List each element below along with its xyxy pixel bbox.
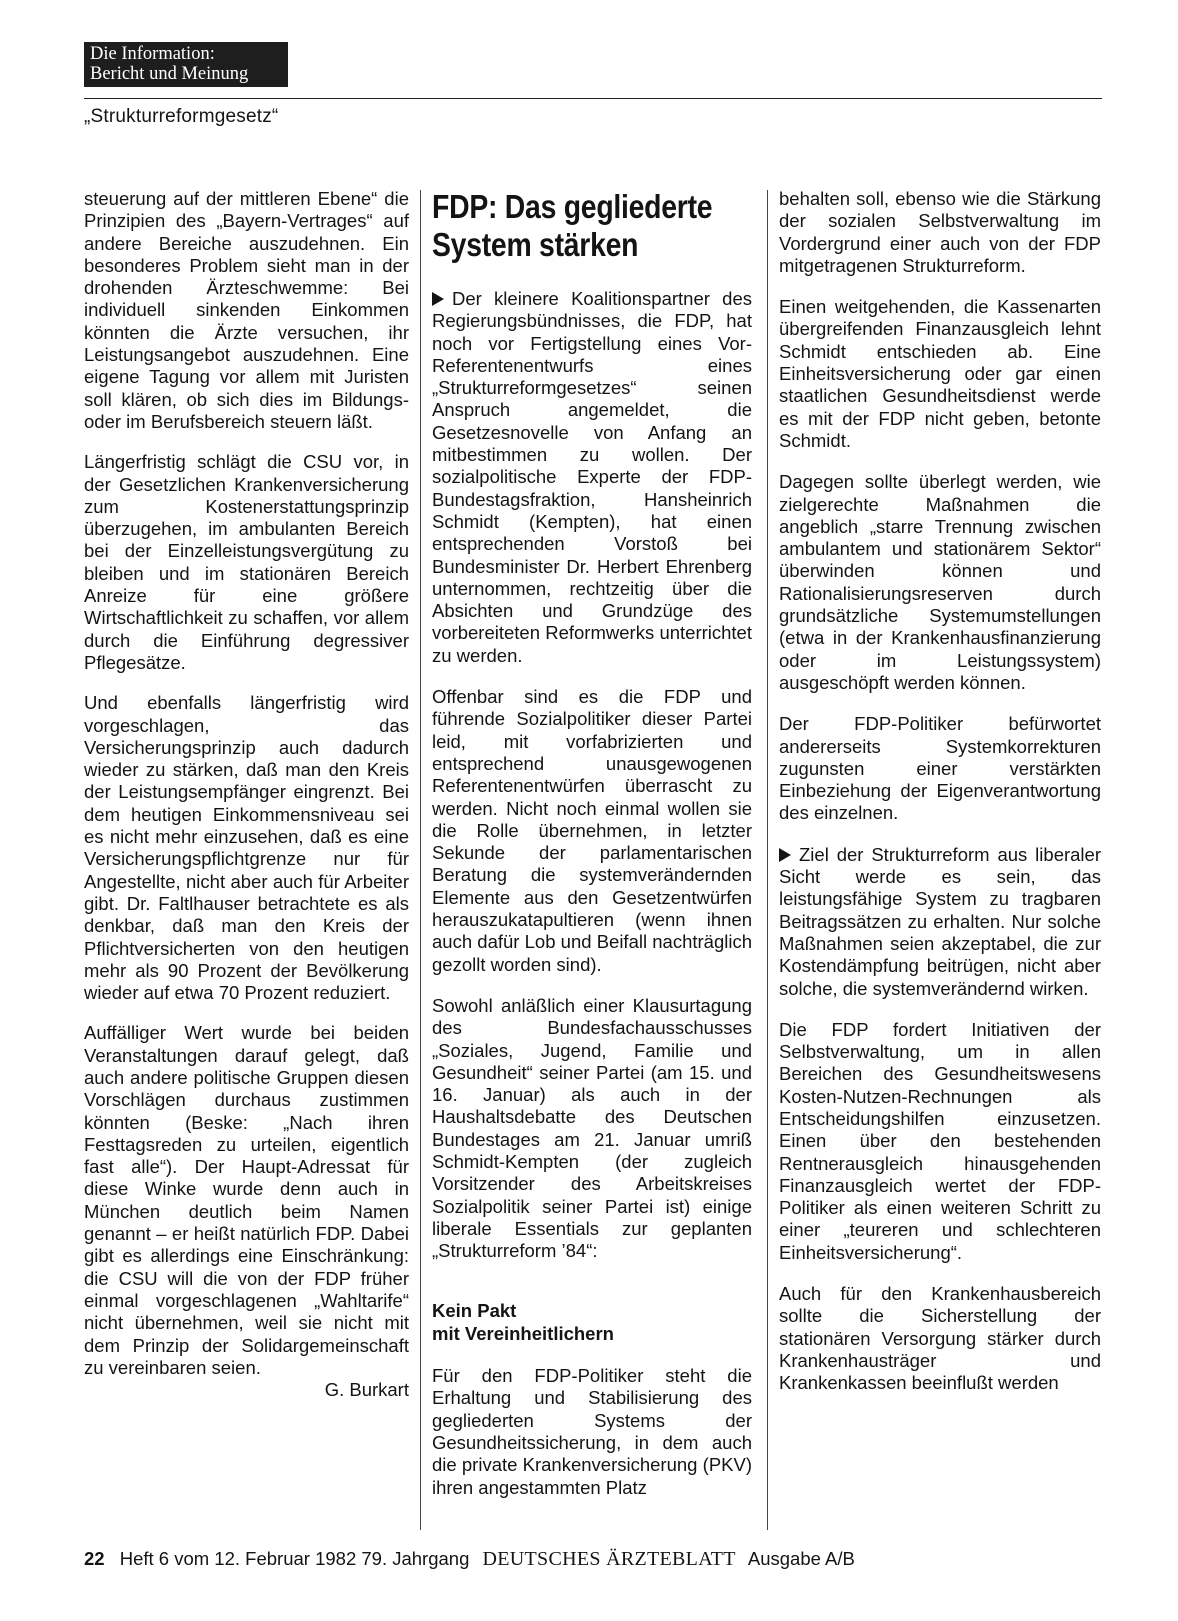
paragraph: steuerung auf der mittleren Ebene“ die Prinzipien des „Bayern-Vertrages“ auf andere Bereiche auszudehnen. Ein besonderes Problem sieht man in der drohenden Ärzteschwemme: Bei individuell sinkenden Einkommen könnten die Ärzte versuchen, ihr Leistungsangebot auszudehnen. Eine eigene Tagung vor allem mit Juristen soll klären, ob sich dies im Bildungs- oder im Berufsbereich steuern läßt.: [84, 188, 409, 432]
paragraph-text: Ziel der Strukturreform aus liberaler Sicht werde es sein, das leistungsfähige System zu tragbaren Beitragssätzen zu erhalten. Nur solche Maßnahmen seien akzeptabel, die zur Kostendämpfung beitrügen, nicht aber solche, die systemverändernd wirken.: [779, 843, 1101, 999]
column-2: [432, 188, 752, 1518]
paragraph: Und ebenfalls längerfristig wird vorgeschlagen, das Versicherungsprinzip auch dadurch wieder zu stärken, daß man den Kreis der Leistungsempfänger eingrenzt. Bei dem heutigen Einkommensniveau sei es nicht mehr einzusehen, daß es eine Versicherungspflichtgrenze nur für Angestellte, nicht aber auch für Arbeiter gibt. Dr. Faltlhauser betrachtete es als denkbar, daß man den Kreis der Pflichtversicherten von den heutigen mehr als 90 Prozent der Bevölkerung wieder auf etwa 70 Prozent reduziert.: [84, 692, 409, 1004]
column-3: [779, 188, 1101, 1414]
paragraph: [432, 288, 752, 667]
paragraph: Dagegen sollte überlegt werden, wie zielgerechte Maßnahmen die angeblich „starre Trennung zwischen ambulantem und stationärem Sektor“ überwinden können und Rationalisierungsreserven durch grundsätzliche Systemumstellungen (etwa in der Krankenhausfinanzierung oder im Leistungssystem) ausgeschöpft werden können.: [779, 471, 1101, 693]
column-divider: [767, 190, 768, 1530]
subheading-line1: Kein Pakt: [432, 1300, 517, 1322]
paragraph: Einen weitgehenden, die Kassenarten übergreifenden Finanzausgleich lehnt Schmidt entschieden ab. Eine Einheitsversicherung oder gar einen staatlichen Gesundheitsdienst werde es mit der FDP nicht geben, betonte Schmidt.: [779, 296, 1101, 451]
paragraph: behalten soll, ebenso wie die Stärkung der sozialen Selbstverwaltung im Vordergrund einer auch von der FDP mitgetragenen Strukturreform.: [779, 188, 1101, 276]
page-number: 22: [84, 1548, 105, 1569]
paragraph: Für den FDP-Politiker steht die Erhaltung und Stabilisierung des gegliederten Systems der Gesundheitssicherung, in dem auch die private Krankenversicherung (PKV) ihren angestammten Platz: [432, 1365, 752, 1498]
article-headline: FDP: Das gegliederte System stärken: [432, 188, 713, 263]
paragraph: Auch für den Krankenhausbereich sollte die Sicherstellung der stationären Versorgung stärker durch Krankenhausträger und Krankenkassen beeinflußt werden: [779, 1283, 1101, 1394]
section-label-line1: Die Information:: [90, 44, 215, 64]
bullet-triangle-icon: [432, 292, 444, 306]
subheading-line2: mit Vereinheitlichern: [432, 1322, 614, 1344]
page-footer: [84, 1548, 855, 1571]
column-divider: [420, 190, 421, 1530]
edition-label: Ausgabe A/B: [747, 1548, 855, 1569]
subheading: [432, 1300, 752, 1345]
paragraph: Offenbar sind es die FDP und führende Sozialpolitiker dieser Partei leid, mit vorfabrizierten und entsprechend unausgewogenen Referentenentwürfen überrascht zu werden. Nicht noch einmal wollen sie die Rolle übernehmen, in letzter Sekunde der parlamentarischen Beratung die systemverändernden Elemente aus den Gesetzentwürfen herauszukatapultieren (wenn ihnen auch dafür Lob und Beifall nachträglich gezollt worden sind).: [432, 686, 752, 975]
paragraph-text: Auffälliger Wert wurde bei beiden Veranstaltungen darauf gelegt, daß auch andere politische Gruppen diesen Vorschlägen durchaus zustimmen könnten (Beske: „Nach ihren Festtagsreden zu urteilen, eigentlich fast alle“). Der Haupt-Adressat für diese Winke wurde denn auch in München deutlich beim Namen genannt – er heißt natürlich FDP. Dabei gibt es allerdings eine Einschränkung: die CSU will die von der FDP früher einmal vorgeschlagenen „Wahltarife“ nicht übernehmen, weil sie nicht mit dem Prinzip der Solidargemeinschaft zu vereinbaren seien.: [84, 1022, 409, 1378]
paragraph: Sowohl anläßlich einer Klausurtagung des Bundesfachausschusses „Soziales, Jugend, Familie und Gesundheit“ seiner Partei (am 15. und 16. Januar) als auch in der Haushaltsdebatte des Deutschen Bundestages am 21. Januar umriß Schmidt-Kempten (der zugleich Vorsitzender des Arbeitskreises Sozialpolitik seiner Partei ist) einige liberale Essentials zur geplanten „Strukturreform ’84“:: [432, 994, 752, 1262]
journal-name: DEUTSCHES ÄRZTEBLATT: [482, 1548, 736, 1570]
paragraph: Die FDP fordert Initiativen der Selbstverwaltung, um in allen Bereichen des Gesundheitswesens Kosten-Nutzen-Rechnungen als Entscheidungshilfen einzusetzen. Einen über den bestehenden Rentnerausgleich hinausgehenden Finanzausgleich wertet der FDP-Politiker als einen weiteren Schritt zu einer „teureren und schlechteren Einheitsversicherung“.: [779, 1018, 1101, 1263]
paragraph: Längerfristig schlägt die CSU vor, in der Gesetzlichen Krankenversicherung zum Kostenerstattungsprinzip überzugehen, im ambulanten Bereich bei der Einzelleistungsvergütung zu bleiben und im stationären Bereich Anreize für eine größere Wirtschaftlichkeit zu schaffen, vor allem durch die Einführung degressiver Pflegesätze.: [84, 451, 409, 673]
paragraph: Der FDP-Politiker befürwortet andererseits Systemkorrekturen zugunsten einer verstärkten Einbeziehung der Eigenverantwortung des einzelnen.: [779, 713, 1101, 824]
author-signature: G. Burkart: [324, 1379, 409, 1401]
section-label-line2: Bericht und Meinung: [90, 64, 249, 84]
paragraph: [779, 844, 1101, 1000]
paragraph-text: Der kleinere Koalitionspartner des Regierungsbündnisses, die FDP, hat noch vor Fertigstellung eines Vor-Referentenentwurfs eines „Strukturreformgesetzes“ seinen Anspruch angemeldet, die Gesetzesnovelle von Anfang an mitbestimmen zu wollen. Der sozialpolitische Experte der FDP-Bundestagsfraktion, Hansheinrich Schmidt (Kempten), hat einen entsprechenden Vorstoß bei Bundesminister Dr. Herbert Ehrenberg unternommen, rechtzeitig über die Absichten und Grundzüge des vorbereiteten Reformwerks unterrichtet zu werden.: [432, 288, 752, 666]
column-1: [84, 188, 409, 1419]
section-label: [84, 42, 288, 87]
bullet-triangle-icon: [779, 848, 791, 862]
kicker: „Strukturreformgesetz“: [84, 106, 279, 127]
header-rule: [84, 98, 1102, 99]
issue-info: Heft 6 vom 12. Februar 1982 79. Jahrgang: [119, 1548, 470, 1569]
paragraph: [84, 1022, 409, 1379]
signature-row: [84, 1379, 409, 1401]
